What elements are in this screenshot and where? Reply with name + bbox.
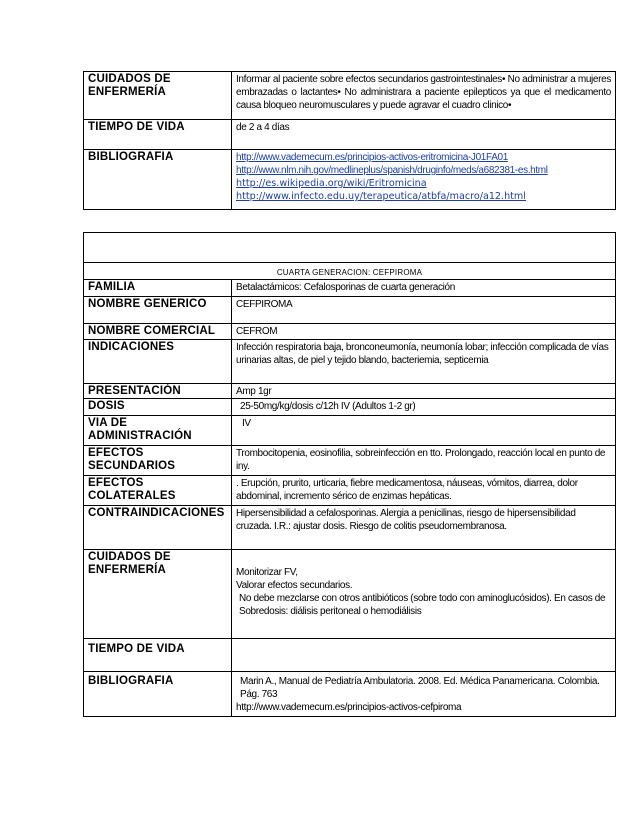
row-value-cuidados-enfermeria — [232, 550, 616, 639]
table-row — [84, 150, 616, 210]
bibliography-link[interactable]: http://es.wikipedia.org/wiki/Eritromicina — [236, 178, 427, 189]
row-label-dosis: DOSIS — [84, 399, 232, 416]
table-row — [84, 550, 616, 639]
table-row — [84, 416, 616, 446]
table-row — [84, 506, 616, 550]
table-row — [84, 120, 616, 150]
row-label-contraindicaciones: CONTRAINDICACIONES — [84, 506, 232, 550]
row-label-via: VIA DE ADMINISTRACIÓN — [84, 416, 232, 446]
row-label-cuidados-enfermeria: CUIDADOS DE ENFERMERÍA — [84, 550, 232, 639]
table-row — [84, 72, 616, 120]
row-value-dosis: 25-50mg/kg/dosis c/12h IV (Adultos 1-2 gr) — [232, 399, 616, 416]
text-line: Marin A., Manual de Pediatría Ambulatoria. 2008. Ed. Médica Panamericana. Colombia. Pág. 763 — [240, 676, 600, 700]
row-label-bibliografia: BIBLIOGRAFIA — [84, 150, 232, 210]
row-value-familia: Betalactámicos: Cefalosporinas de cuarta generación — [232, 280, 616, 297]
row-label-efectos-secundarios: EFECTOS SECUNDARIOS — [84, 446, 232, 476]
table-row — [84, 280, 616, 297]
row-value-indicaciones: Infección respiratoria baja, bronconeumonía, neumonía lobar; infección complicada de vías urinarias altas, de piel y tejido blando, bacteriemia, septicemia — [232, 340, 616, 384]
row-value-via: IV — [232, 416, 616, 446]
text-line: No debe mezclarse con otros antibióticos (sobre todo con aminoglucósidos). En casos de Sobredosis: diálisis peritoneal o hemodiálisis — [239, 593, 606, 617]
row-label-indicaciones: INDICACIONES — [84, 340, 232, 384]
table-row — [84, 384, 616, 399]
row-value-tiempo: de 2 a 4 días — [232, 120, 616, 150]
section-header: CUARTA GENERACION: CEFPIROMA — [84, 263, 616, 280]
text-line: Monitorizar FV, — [236, 567, 298, 578]
text-line: Valorar efectos secundarios. — [236, 580, 353, 591]
row-label-presentacion: PRESENTACIÓN — [84, 384, 232, 399]
row-value-contraindicaciones: Hipersensibilidad a cefalosporinas. Alergia a penicilinas, riesgo de hipersensibilidad cruzada. I.R.: ajustar dosis. Riesgo de colitis pseudomembranosa. — [232, 506, 616, 550]
bibliography-link[interactable]: http://www.nlm.nih.gov/medlineplus/spanish/druginfo/meds/a682381-es.html — [236, 165, 548, 176]
table-row — [84, 297, 616, 324]
table-row — [84, 639, 616, 672]
row-label-bibliografia-2: BIBLIOGRAFIA — [84, 672, 232, 717]
row-value-bibliografia — [232, 150, 616, 210]
row-value-tiempo-vida — [232, 639, 616, 672]
cefpiroma-table — [83, 232, 616, 717]
row-label-tiempo: TIEMPO DE VIDA — [84, 120, 232, 150]
bibliography-url: http://www.vademecum.es/principios-activos-cefpiroma — [236, 702, 462, 713]
row-value-nombre-comercial: CEFROM — [232, 324, 616, 340]
table-row — [84, 672, 616, 717]
row-label-tiempo-vida: TIEMPO DE VIDA — [84, 639, 232, 672]
eritromicina-table — [83, 71, 616, 210]
bibliography-link[interactable]: http://www.vademecum.es/principios-activos-eritromicina-J01FA01 — [236, 152, 508, 163]
row-label-cuidados: CUIDADOS DE ENFERMERÍA — [84, 72, 232, 120]
row-value-nombre-generico: CEFPIROMA — [232, 297, 616, 324]
table-row — [84, 476, 616, 506]
row-value-presentacion: Amp 1gr — [232, 384, 616, 399]
row-value-bibliografia-2 — [232, 672, 616, 717]
row-value-cuidados: Informar al paciente sobre efectos secundarios gastrointestinales• No administrar a mujeres embrazadas o lactantes• No administrara a paciente epilepticos ya que el medicamento causa bloqueo neuromusculares y puede agravar el cuadro clinico• — [232, 72, 616, 120]
row-label-familia: FAMILIA — [84, 280, 232, 297]
table-row — [84, 263, 616, 280]
table-row — [84, 340, 616, 384]
row-value-efectos-colaterales: . Erupción, prurito, urticaria, fiebre medicamentosa, náuseas, vómitos, diarrea, dolor abdominal, incremento sérico de enzimas hepáticas. — [232, 476, 616, 506]
row-value-efectos-secundarios: Trombocitopenia, eosinofilia, sobreinfección en tto. Prolongado, reacción local en punto de iny. — [232, 446, 616, 476]
table-row — [84, 233, 616, 263]
bibliography-link[interactable]: http://www.infecto.edu.uy/terapeutica/atbfa/macro/a12.html — [236, 191, 526, 202]
table-row — [84, 399, 616, 416]
table-row — [84, 324, 616, 340]
row-label-efectos-colaterales: EFECTOS COLATERALES — [84, 476, 232, 506]
table-row — [84, 446, 616, 476]
empty-top-row — [84, 233, 616, 263]
row-label-nombre-generico: NOMBRE GENERICO — [84, 297, 232, 324]
row-label-nombre-comercial: NOMBRE COMERCIAL — [84, 324, 232, 340]
